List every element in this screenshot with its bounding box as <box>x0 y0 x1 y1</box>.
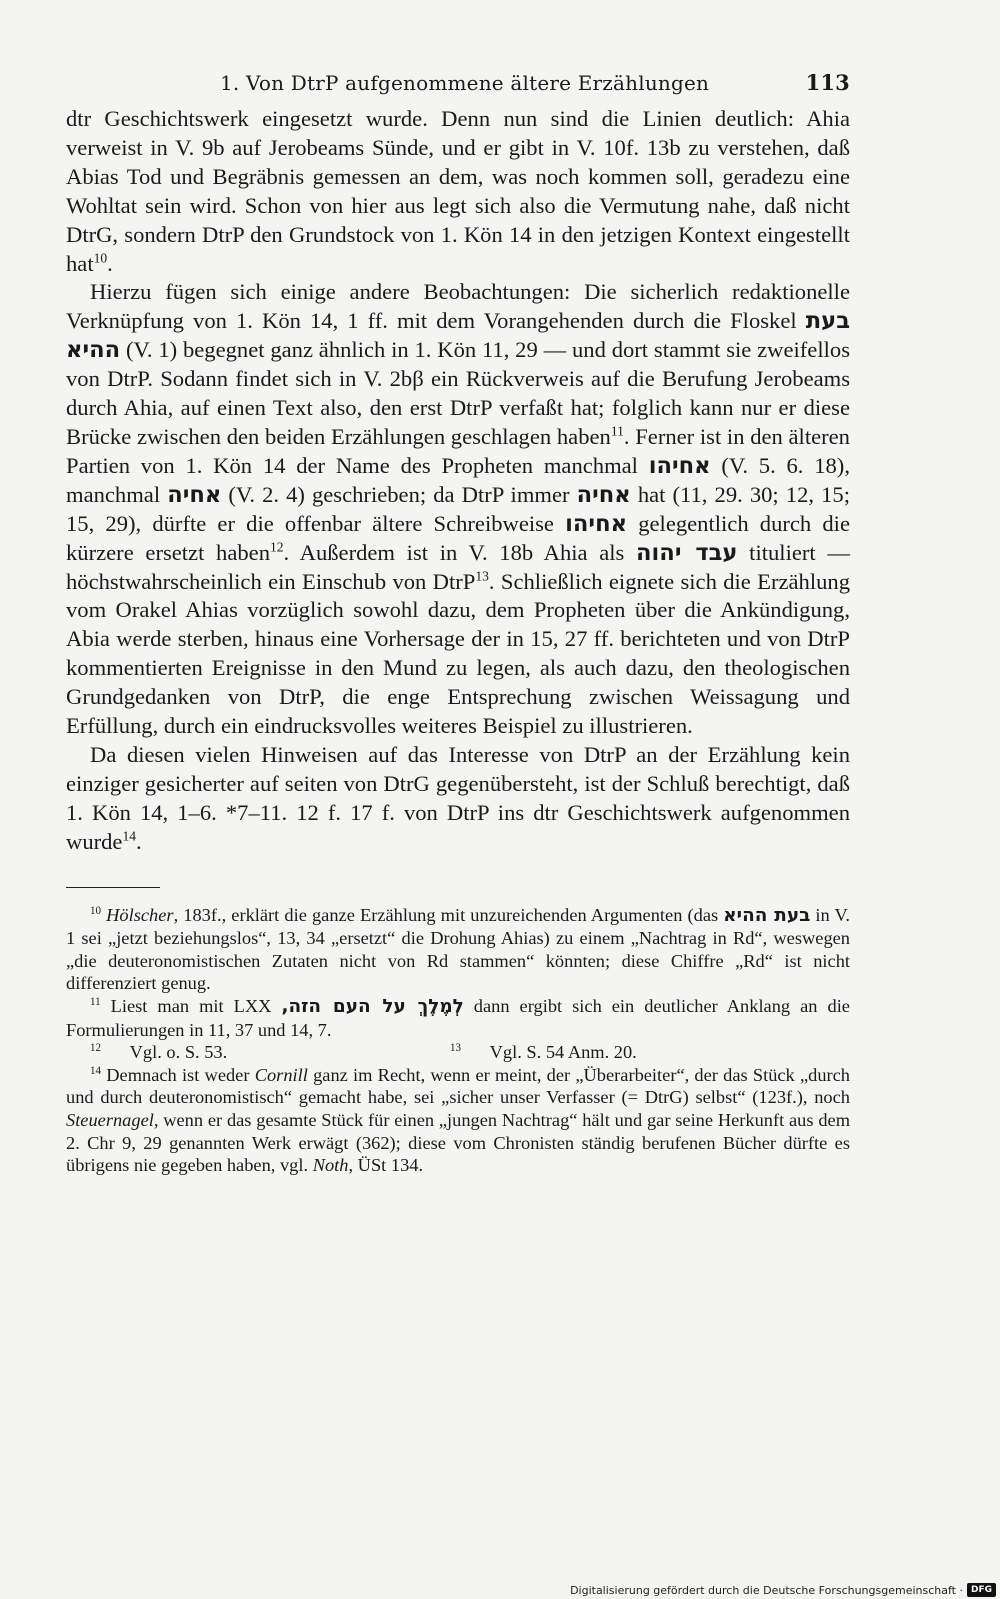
footnote-ref-14[interactable]: 14 <box>122 828 137 844</box>
credit-text: Digitalisierung gefördert durch die Deutsche Forschungsgemeinschaft · <box>570 1583 963 1597</box>
hebrew-phrase: בעת ההיא <box>723 904 811 926</box>
footnotes-12-13 <box>66 1041 850 1064</box>
footnote-13: $^{13}$ Vgl. S. 54 Anm. 20. <box>450 1042 637 1063</box>
hebrew-phrase: עבד יהוה <box>636 539 738 566</box>
running-head <box>66 70 850 95</box>
book-page <box>66 70 850 1177</box>
footnote-12: $^{12}$ Vgl. o. S. 53. <box>90 1042 228 1063</box>
footnote-ref-12[interactable]: 12 <box>270 539 284 555</box>
footnote-10: $^{10}$ Hölscher, 183f., erklärt die ganze Erzählung mit unzureichenden Argumenten (das בעת ההיא in V. 1 sei „jetzt beziehungslos“, 13, 34 „ersetzt“ die Drohung Ahias) zu einem „Nachtrag in Rd“, weswegen „die deuteronomistischen Zutaten nicht von Rd stammen“ könnten; diese Chiffre „Rd“ ist nicht differenziert genug. <box>66 904 850 994</box>
paragraph-2: Hierzu fügen sich einige andere Beobachtungen: Die sicherlich redaktionelle Verknüpfung von 1. Kön 14, 1 ff. mit dem Vorangehenden durch die Floskel בעת ההיא (V. 1) begegnet ganz ähnlich in 1. Kön 11, 29 — und dort stammt sie zweifellos von DtrP. Sodann findet sich in V. 2bβ ein Rückverweis auf die Berufung Jerobeams durch Ahia, auf einen Text also, den erst DtrP verfaßt hat; folglich kann nur er diese Brücke zwischen den beiden Erzählungen geschlagen haben$^{11}$. Ferner ist in den älteren Partien von 1. Kön 14 der Name des Propheten manchmal אחיהו (V. 5. 6. 18), manchmal אחיה (V. 2. 4) geschrieben; da DtrP immer אחיה hat (11, 29. 30; 12, 15; 15, 29), dürfte er die offenbar ältere Schreibweise אחיהו gelegentlich durch die kürzere ersetzt haben$^{12}$. Außerdem ist in V. 18b Ahia als עבד יהוה tituliert — höchstwahrscheinlich ein Einschub von DtrP$^{13}$. Schließlich eignete sich die Erzählung vom Orakel Ahias vorzüglich sowohl dazu, dem Propheten über die Ankündigung, Abia werde sterben, hinaus eine Vorhersage der in 15, 27 ff. berichteten und von DtrP kommentierten Ereignisse in den Mund zu legen, als auch dazu, den theologischen Grundgedanken von DtrP, die enge Entsprechung zwischen Weissagung und Erfüllung, durch ein eindrucksvolles weiteres Beispiel zu illustrieren. <box>66 279 851 739</box>
hebrew-phrase: לְמֶלֶךְ על העם הזה, <box>281 995 464 1017</box>
footnote-divider <box>66 887 160 888</box>
footnote-ref-10[interactable]: 10 <box>93 250 108 265</box>
footnote-14: $^{14}$ Demnach ist weder Cornill ganz im Recht, wenn er meint, der „Überarbeiter“, der das Stück „durch und durch deuteronomistisch“ gemacht habe, sei „sicher unser Verfasser (= DtrG) selbst“ (123f.), noch Steuernagel, wenn er das gesamte Stück für einen „jungen Nachtrag“ hält und gar seine Herkunft aus dem 2. Chr 9, 29 genannten Werk erwägt (362); diese vom Chronisten ständig berufenen Bücher dürfte es übrigens nie gegeben haben, vgl. Noth, ÜSt 134. <box>66 1064 851 1176</box>
hebrew-phrase: אחיה <box>167 481 222 508</box>
hebrew-phrase: אחיה <box>576 481 631 508</box>
hebrew-phrase: אחיהו <box>648 452 711 479</box>
paragraph-3: Da diesen vielen Hinweisen auf das Interesse von DtrP an der Erzählung kein einziger gesicherter auf seiten von DtrG gegenübersteht, ist der Schluß berechtigt, daß 1. Kön 14, 1–6. *7–11. 12 f. 17 f. von DtrP ins dtr Geschichtswerk aufgenommen wurde$^{14}$. <box>66 741 850 854</box>
hebrew-phrase: בעת ההיא <box>66 308 851 364</box>
page-number: 113 <box>805 70 850 95</box>
footnote-ref-13[interactable]: 13 <box>475 567 489 583</box>
main-text <box>66 105 850 857</box>
digitization-credit <box>570 1583 996 1597</box>
running-title: 1. Von DtrP aufgenommene ältere Erzählungen <box>220 71 710 95</box>
hebrew-phrase: אחיהו <box>565 510 628 537</box>
footnote-11: $^{11}$ Liest man mit LXX לְמֶלֶךְ על העם הזה, dann ergibt sich ein deutlicher Anklang an die Formulierungen in 11, 37 und 14, 7. <box>66 995 850 1040</box>
footnotes <box>66 904 850 1177</box>
footnote-ref-11[interactable]: 11 <box>610 423 624 439</box>
paragraph-1: dtr Geschichtswerk eingesetzt wurde. Denn nun sind die Linien deutlich: Ahia verweist in V. 9b auf Jerobeams Sünde, und er gibt in V. 10f. 13b zu verstehen, daß Abias Tod und Begräbnis gemessen an dem, was noch kommen soll, geradezu eine Wohltat sein wird. Schon von hier aus legt sich also die Vermutung nahe, daß nicht DtrG, sondern DtrP den Grundstock von 1. Kön 14 in den jetzigen Kontext eingestellt hat$^{10}$. <box>66 106 850 276</box>
dfg-logo-icon: DFG <box>967 1583 996 1597</box>
